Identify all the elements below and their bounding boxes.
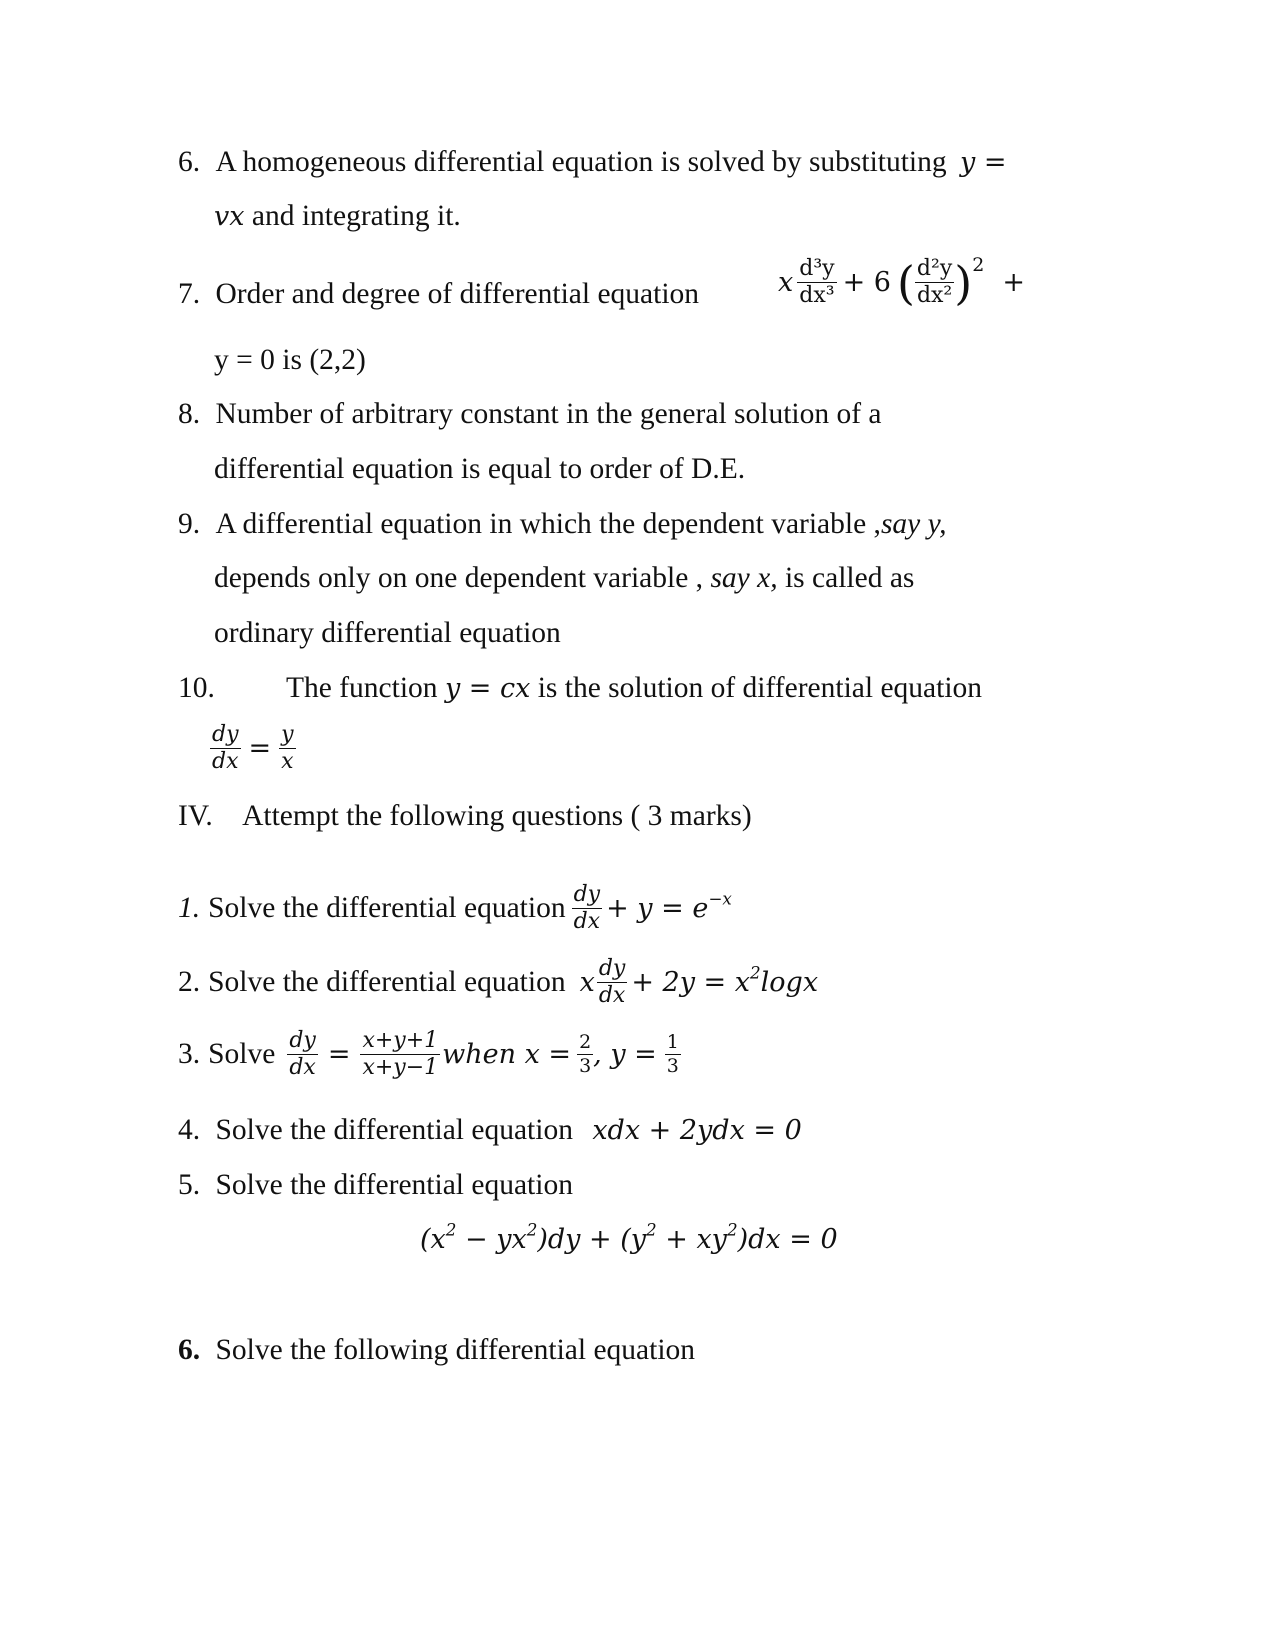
item-number: 9. bbox=[178, 508, 201, 540]
item-6-line1 bbox=[178, 148, 1006, 178]
math-operator: + bbox=[1002, 267, 1025, 298]
derivative-fraction bbox=[915, 258, 954, 307]
item-7-line2 bbox=[214, 346, 366, 376]
eq-part: (x bbox=[420, 1224, 446, 1255]
ratio-fraction bbox=[279, 724, 295, 773]
question-text: Solve the differential equation bbox=[208, 891, 566, 924]
math-expression: , y = bbox=[593, 1039, 657, 1070]
question-text: Solve the following differential equation bbox=[215, 1334, 696, 1366]
exponent: 2 bbox=[972, 254, 985, 276]
question-2 bbox=[178, 958, 818, 1007]
derivative-fraction bbox=[572, 884, 603, 933]
fraction-numerator: d²y bbox=[916, 256, 953, 281]
question-5-equation bbox=[420, 1219, 838, 1255]
item-9-line2 bbox=[214, 564, 914, 594]
fraction-numerator: dy bbox=[598, 956, 626, 981]
math-operator: = bbox=[248, 733, 272, 764]
question-text: Solve the differential equation bbox=[215, 1114, 573, 1146]
item-9-line1 bbox=[178, 510, 946, 540]
question-3 bbox=[178, 1030, 681, 1079]
question-number: 4. bbox=[178, 1114, 201, 1146]
item-text: A differential equation in which the dependent variable , bbox=[215, 508, 881, 540]
exponent: 2 bbox=[445, 1219, 457, 1240]
fraction-denominator: 3 bbox=[666, 1055, 679, 1077]
item-text: and integrating it. bbox=[244, 200, 461, 232]
item-6-line2 bbox=[214, 202, 461, 232]
fraction-numerator: dy bbox=[289, 1028, 316, 1053]
fraction-numerator: 1 bbox=[666, 1031, 679, 1053]
math-expression bbox=[606, 888, 732, 924]
fraction-denominator: dx bbox=[212, 749, 239, 774]
eq-part: − yx bbox=[456, 1224, 527, 1255]
fraction-denominator: 3 bbox=[579, 1055, 592, 1077]
value-fraction bbox=[577, 1033, 593, 1076]
question-number: 2. bbox=[178, 965, 201, 998]
fraction-denominator: dx bbox=[573, 909, 601, 934]
eq-part: + xy bbox=[656, 1224, 727, 1255]
section-heading bbox=[178, 802, 752, 832]
item-text: ordinary differential equation bbox=[214, 617, 561, 649]
eq-part: )dy + (y bbox=[537, 1224, 647, 1255]
item-text: is called as bbox=[777, 562, 915, 594]
math-expression: xdx + 2ydx = 0 bbox=[592, 1115, 802, 1146]
math-operator: = bbox=[327, 1039, 351, 1070]
item-text: A homogeneous differential equation is solved by substituting bbox=[215, 146, 947, 178]
item-10-equation bbox=[210, 724, 296, 773]
item-number: 7. bbox=[178, 278, 201, 310]
math-operator: + 6 bbox=[842, 267, 891, 298]
fraction-denominator: x bbox=[281, 749, 294, 774]
math-expression bbox=[631, 962, 819, 998]
derivative-fraction bbox=[287, 1030, 318, 1079]
derivative-fraction bbox=[210, 724, 241, 773]
item-8-line1 bbox=[178, 400, 882, 430]
item-text: differential equation is equal to order of D.E. bbox=[214, 453, 746, 485]
item-text: Order and degree of differential equation bbox=[215, 278, 700, 310]
right-paren: ) bbox=[954, 255, 973, 310]
ratio-fraction bbox=[360, 1030, 440, 1079]
item-9-line3 bbox=[214, 619, 561, 649]
math-tail: logx bbox=[760, 967, 819, 998]
question-5 bbox=[178, 1171, 573, 1201]
item-8-line2 bbox=[214, 455, 745, 485]
left-paren: ( bbox=[896, 255, 915, 310]
math-rest: + y = e bbox=[606, 893, 709, 924]
question-text: Solve the differential equation bbox=[208, 965, 566, 998]
math-expression: y = bbox=[960, 147, 1007, 178]
question-text: Solve the differential equation bbox=[215, 1169, 573, 1201]
derivative-fraction bbox=[797, 258, 836, 307]
exponent: 2 bbox=[726, 1219, 738, 1240]
math-rest: + 2y = x bbox=[631, 967, 750, 998]
section-title: Attempt the following questions ( 3 marks) bbox=[242, 800, 752, 832]
item-text-italic: say y, bbox=[880, 508, 947, 540]
item-number: 8. bbox=[178, 398, 201, 430]
item-7-line1 bbox=[178, 280, 699, 310]
item-text: is the solution of differential equation bbox=[530, 672, 983, 704]
item-10-text bbox=[286, 674, 982, 704]
fraction-numerator: 2 bbox=[579, 1031, 592, 1053]
derivative-fraction bbox=[597, 958, 628, 1007]
exponent: 2 bbox=[749, 962, 761, 983]
math-expression: when x = bbox=[442, 1039, 572, 1070]
item-text: Number of arbitrary constant in the general solution of a bbox=[215, 398, 882, 430]
item-text: y = 0 is (2,2) bbox=[214, 344, 366, 376]
eq-part: )dx = 0 bbox=[737, 1224, 838, 1255]
fraction-numerator: dy bbox=[212, 722, 239, 747]
fraction-denominator: dx³ bbox=[799, 283, 835, 308]
math-expression: y = cx bbox=[444, 673, 531, 704]
fraction-denominator: dx bbox=[289, 1055, 316, 1080]
math-var: x bbox=[579, 967, 595, 998]
math-var: x bbox=[778, 267, 794, 298]
question-1 bbox=[178, 884, 732, 933]
fraction-denominator: dx bbox=[598, 983, 626, 1008]
question-6 bbox=[178, 1336, 695, 1366]
fraction-denominator: x+y−1 bbox=[362, 1055, 439, 1080]
question-number: 5. bbox=[178, 1169, 201, 1201]
fraction-numerator: y bbox=[281, 722, 294, 747]
item-number: 6. bbox=[178, 146, 201, 178]
item-number: 10. bbox=[178, 672, 215, 704]
fraction-numerator: d³y bbox=[799, 256, 835, 281]
exponent: 2 bbox=[646, 1219, 657, 1240]
fraction-numerator: dy bbox=[573, 882, 601, 907]
question-number: 3. bbox=[178, 1037, 201, 1070]
question-number: 1. bbox=[178, 891, 201, 924]
item-10-line1 bbox=[178, 674, 215, 704]
item-text-italic: say x, bbox=[710, 562, 778, 594]
fraction-denominator: dx² bbox=[916, 283, 953, 308]
exponent: −x bbox=[708, 888, 732, 909]
section-number: IV. bbox=[178, 800, 213, 832]
value-fraction bbox=[665, 1033, 681, 1076]
item-text: depends only on one dependent variable , bbox=[214, 562, 711, 594]
exponent: 2 bbox=[526, 1219, 538, 1240]
math-expression: vx bbox=[214, 201, 245, 232]
question-number: 6. bbox=[178, 1334, 201, 1366]
question-4 bbox=[178, 1116, 802, 1146]
item-text: The function bbox=[286, 672, 445, 704]
fraction-numerator: x+y+1 bbox=[362, 1028, 439, 1053]
question-text: Solve bbox=[208, 1037, 276, 1070]
item-7-equation bbox=[778, 254, 1025, 310]
